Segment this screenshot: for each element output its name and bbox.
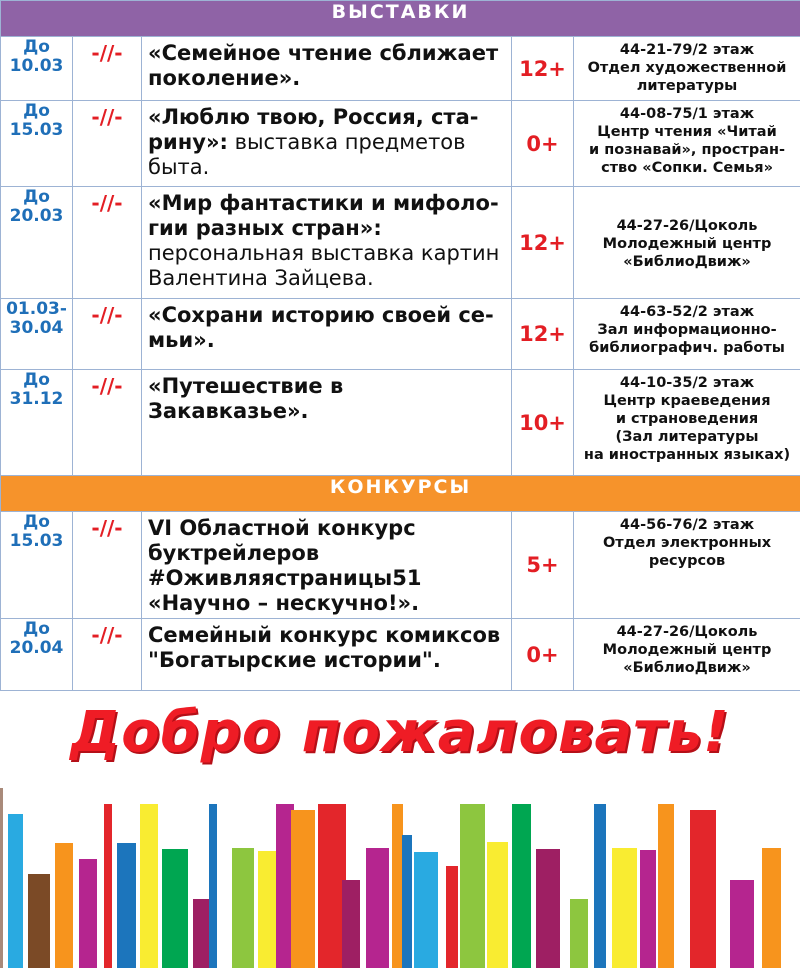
event-title-bold: «Сохрани историю своей се-мьи». <box>148 303 494 352</box>
event-date-line: До <box>23 619 50 639</box>
event-title <box>142 299 512 370</box>
event-title-bold: «Мир фантастики и мифоло-гии разных стран»: <box>148 191 499 240</box>
books-decoration <box>0 780 800 968</box>
event-location-line: ресурсов <box>648 553 726 569</box>
event-dash: -//- <box>73 37 142 101</box>
book-bar <box>318 804 346 968</box>
event-location-line: (Зал литературы <box>615 429 759 445</box>
event-dash: -//- <box>73 187 142 299</box>
event-row <box>1 512 800 619</box>
book-bar <box>414 852 438 968</box>
event-location <box>574 101 800 187</box>
event-location-line: литературы <box>636 78 738 94</box>
event-date-line: 31.12 <box>9 389 64 409</box>
event-row <box>1 187 800 299</box>
event-dash: -//- <box>73 101 142 187</box>
event-location-line: Молодежный центр <box>602 235 772 252</box>
book-bar <box>8 814 23 968</box>
event-location-line: 44-27-26/Цоколь <box>616 217 758 234</box>
event-title-bold: «Семейное чтение сближает поколение». <box>148 41 499 90</box>
event-dash: -//- <box>73 619 142 691</box>
event-age: 12+ <box>512 37 574 101</box>
event-date-line: 15.03 <box>9 120 64 140</box>
book-bar <box>402 835 412 968</box>
book-bar <box>730 880 754 968</box>
book-bar <box>512 804 531 968</box>
book-bar <box>28 874 50 968</box>
event-location-line: и познавай», простран- <box>589 142 786 158</box>
event-date-line: 15.03 <box>9 531 64 551</box>
event-date <box>1 187 73 299</box>
book-bar <box>640 850 656 968</box>
event-location-line: Центр чтения «Читай <box>597 124 777 140</box>
event-location-line: 44-21-79/2 этаж <box>619 42 755 58</box>
book-bar <box>366 848 389 968</box>
section-header <box>1 1 800 37</box>
book-bar <box>55 843 73 968</box>
book-bar <box>460 804 485 968</box>
event-date <box>1 299 73 370</box>
section-title: ВЫСТАВКИ <box>1 1 800 37</box>
book-bar <box>258 851 276 968</box>
event-location-line: 44-63-52/2 этаж <box>619 304 755 320</box>
event-date-line: До <box>23 370 50 390</box>
event-date <box>1 370 73 476</box>
section-header <box>1 476 800 512</box>
event-location-line: Зал информационно- <box>597 322 777 338</box>
book-bar <box>162 849 188 968</box>
event-title <box>142 187 512 299</box>
event-date-line: 20.04 <box>9 638 64 658</box>
event-row <box>1 619 800 691</box>
event-location-line: 44-27-26/Цоколь <box>616 624 758 640</box>
event-title-bold: «Путешествие в Закавказье». <box>148 374 344 423</box>
event-title <box>142 37 512 101</box>
event-title <box>142 619 512 691</box>
event-date-line: До <box>23 187 50 207</box>
event-date-line: До <box>23 37 50 57</box>
event-location-line: 44-56-76/2 этаж <box>619 517 755 533</box>
event-location <box>574 299 800 370</box>
event-location <box>574 619 800 691</box>
event-dash: -//- <box>73 512 142 619</box>
event-date-line: 30.04 <box>9 318 64 338</box>
event-location-line: Центр краеведения <box>603 393 771 409</box>
book-bar <box>140 804 158 968</box>
event-location <box>574 512 800 619</box>
event-title-rest: персональная выставка картин Валентина Зайцева. <box>148 241 500 290</box>
book-bar <box>291 810 315 968</box>
event-location-line: «БиблиоДвиж» <box>623 253 751 270</box>
event-location <box>574 37 800 101</box>
event-title-bold: VI Областной конкурс буктрейлеров #Оживляястраницы51 «Научно – нескучно!». <box>148 516 422 615</box>
event-date <box>1 512 73 619</box>
event-location <box>574 187 800 299</box>
book-bar <box>658 804 674 968</box>
event-age: 10+ <box>512 370 574 476</box>
book-bar <box>487 842 508 968</box>
event-row <box>1 299 800 370</box>
book-bar <box>193 899 209 968</box>
event-location-line: Отдел художественной <box>587 60 787 76</box>
event-location <box>574 370 800 476</box>
book-bar <box>342 880 360 968</box>
event-title <box>142 512 512 619</box>
event-date <box>1 101 73 187</box>
event-title-bold: Семейный конкурс комиксов "Богатырские истории". <box>148 623 501 672</box>
event-location-line: «БиблиоДвиж» <box>623 660 751 676</box>
event-age: 12+ <box>512 299 574 370</box>
event-title-bold: «Люблю твою, Россия, ста-рину»: <box>148 105 479 154</box>
event-dash: -//- <box>73 299 142 370</box>
event-title <box>142 370 512 476</box>
event-date-line: 10.03 <box>9 56 64 76</box>
event-location-line: Молодежный центр <box>602 642 772 658</box>
book-bar <box>209 804 217 968</box>
event-location-line: 44-08-75/1 этаж <box>619 106 755 122</box>
book-bar <box>104 804 112 968</box>
event-date <box>1 619 73 691</box>
event-age: 5+ <box>512 512 574 619</box>
book-bar <box>690 810 716 968</box>
book-bar <box>762 848 781 968</box>
event-row <box>1 101 800 187</box>
book-bar <box>0 788 3 968</box>
event-title-rest: выставка предметов быта. <box>148 130 466 179</box>
event-row <box>1 37 800 101</box>
book-bar <box>446 866 458 968</box>
event-location-line: Отдел электронных <box>602 535 772 551</box>
book-bar <box>117 843 136 968</box>
event-location-line: ство «Сопки. Семья» <box>601 160 773 176</box>
event-date-line: 20.03 <box>9 206 64 226</box>
event-date-line: 01.03- <box>6 299 67 319</box>
event-title <box>142 101 512 187</box>
event-age: 0+ <box>512 101 574 187</box>
event-location-line: на иностранных языках) <box>583 447 791 463</box>
event-location-line: и страноведения <box>615 411 759 427</box>
event-row <box>1 370 800 476</box>
event-date <box>1 37 73 101</box>
book-bar <box>232 848 254 968</box>
event-location-line: библиографич. работы <box>589 340 785 356</box>
event-location-line: 44-10-35/2 этаж <box>619 375 755 391</box>
book-bar <box>79 859 97 968</box>
welcome-banner: Добро пожаловать! <box>70 700 730 765</box>
section-title: КОНКУРСЫ <box>1 476 800 512</box>
event-age: 0+ <box>512 619 574 691</box>
book-bar <box>570 899 588 968</box>
event-dash: -//- <box>73 370 142 476</box>
book-bar <box>612 848 637 968</box>
event-date-line: До <box>23 101 50 121</box>
event-age: 12+ <box>512 187 574 299</box>
book-bar <box>392 804 403 968</box>
book-bar <box>594 804 606 968</box>
book-bar <box>536 849 560 968</box>
event-date-line: До <box>23 512 50 532</box>
